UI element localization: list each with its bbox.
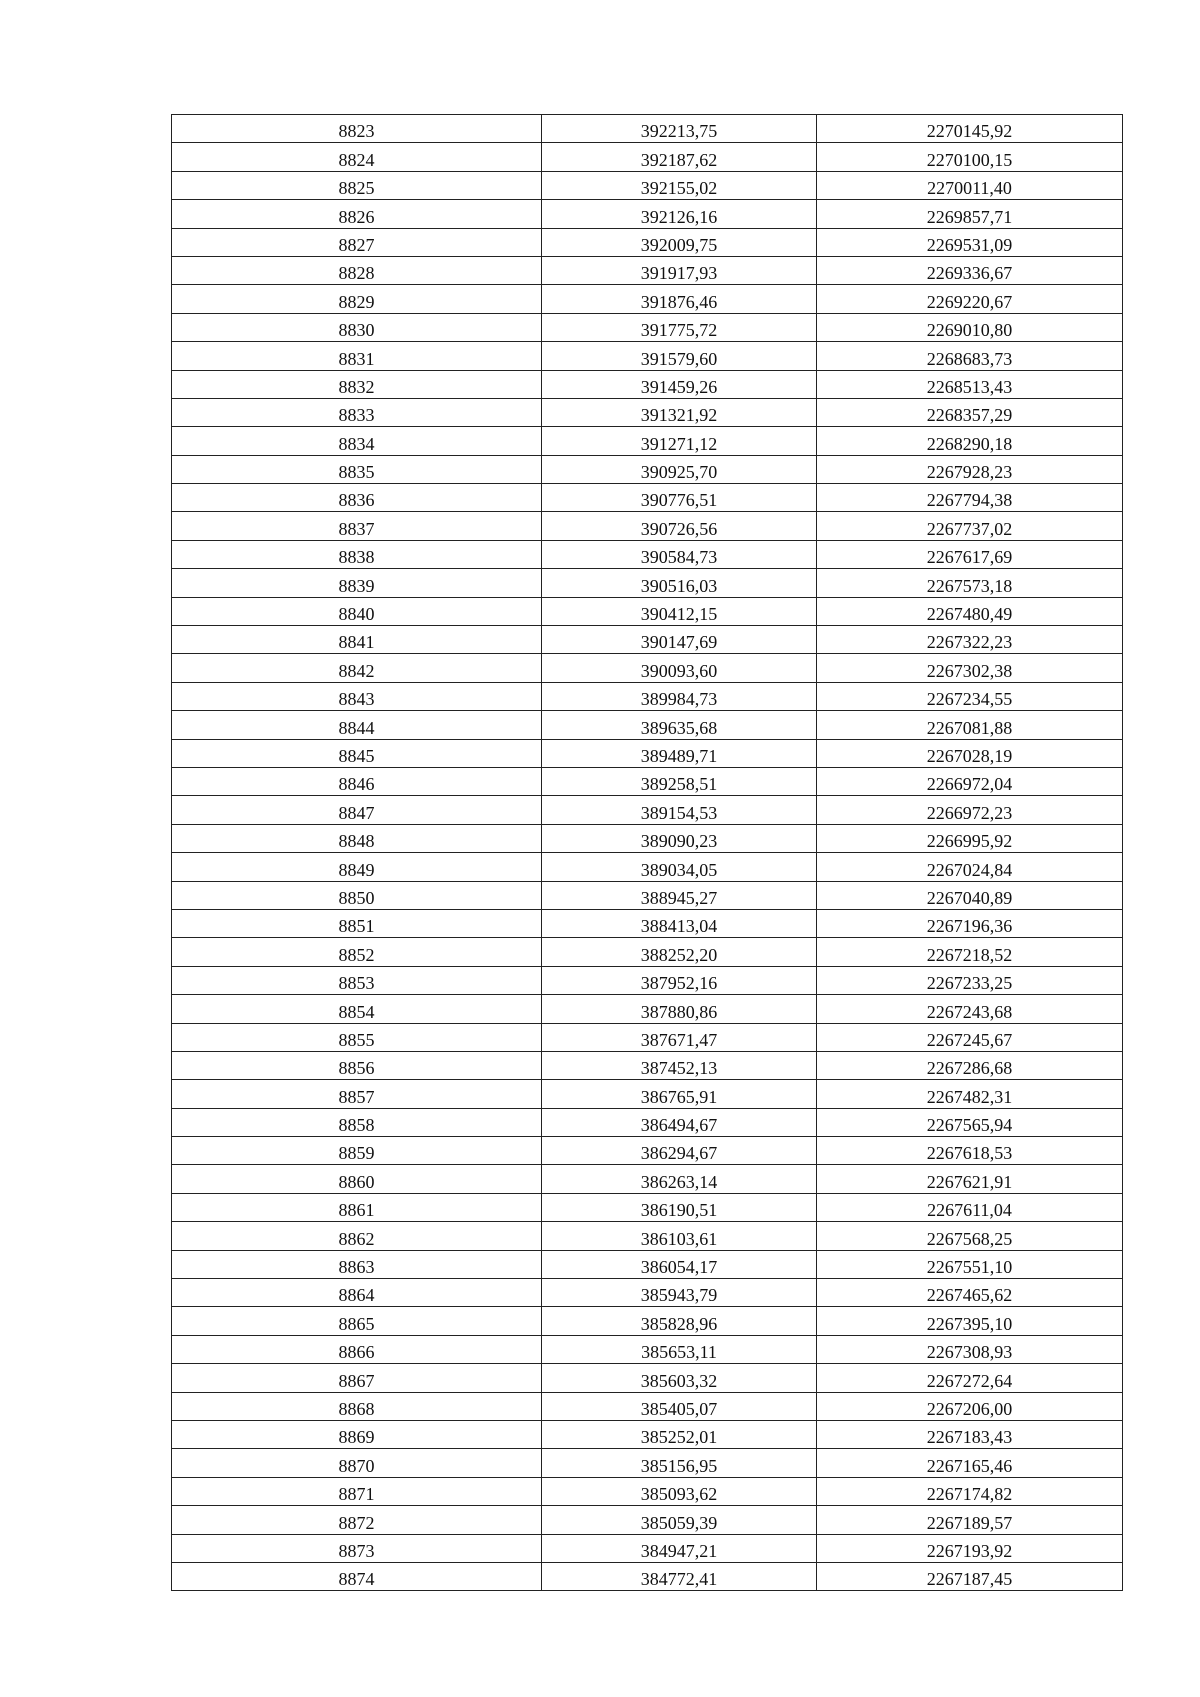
x-coordinate-cell: 391459,26 xyxy=(542,370,817,398)
x-coordinate-cell: 389635,68 xyxy=(542,711,817,739)
x-coordinate-cell: 392155,02 xyxy=(542,171,817,199)
point-number-cell: 8868 xyxy=(172,1392,542,1420)
y-coordinate-cell: 2267617,69 xyxy=(817,540,1123,568)
point-number-cell: 8869 xyxy=(172,1420,542,1448)
point-number-cell: 8835 xyxy=(172,455,542,483)
table-row xyxy=(172,767,1123,795)
point-number-cell: 8823 xyxy=(172,115,542,143)
table-row xyxy=(172,143,1123,171)
point-number-cell: 8826 xyxy=(172,200,542,228)
y-coordinate-cell: 2267737,02 xyxy=(817,512,1123,540)
table-row xyxy=(172,1420,1123,1448)
point-number-cell: 8871 xyxy=(172,1477,542,1505)
y-coordinate-cell: 2268513,43 xyxy=(817,370,1123,398)
point-number-cell: 8834 xyxy=(172,427,542,455)
point-number-cell: 8856 xyxy=(172,1051,542,1079)
x-coordinate-cell: 392213,75 xyxy=(542,115,817,143)
y-coordinate-cell: 2267302,38 xyxy=(817,654,1123,682)
y-coordinate-cell: 2267183,43 xyxy=(817,1420,1123,1448)
y-coordinate-cell: 2267245,67 xyxy=(817,1023,1123,1051)
y-coordinate-cell: 2267024,84 xyxy=(817,853,1123,881)
point-number-cell: 8824 xyxy=(172,143,542,171)
table-row xyxy=(172,313,1123,341)
x-coordinate-cell: 390925,70 xyxy=(542,455,817,483)
x-coordinate-cell: 389090,23 xyxy=(542,824,817,852)
point-number-cell: 8851 xyxy=(172,909,542,937)
x-coordinate-cell: 386263,14 xyxy=(542,1165,817,1193)
table-row xyxy=(172,1080,1123,1108)
table-row xyxy=(172,1449,1123,1477)
y-coordinate-cell: 2267573,18 xyxy=(817,569,1123,597)
x-coordinate-cell: 387452,13 xyxy=(542,1051,817,1079)
table-row xyxy=(172,739,1123,767)
y-coordinate-cell: 2267286,68 xyxy=(817,1051,1123,1079)
x-coordinate-cell: 387671,47 xyxy=(542,1023,817,1051)
point-number-cell: 8853 xyxy=(172,966,542,994)
table-row xyxy=(172,370,1123,398)
point-number-cell: 8844 xyxy=(172,711,542,739)
x-coordinate-cell: 388413,04 xyxy=(542,909,817,937)
table-row xyxy=(172,1477,1123,1505)
x-coordinate-cell: 386054,17 xyxy=(542,1250,817,1278)
table-row xyxy=(172,342,1123,370)
table-row xyxy=(172,256,1123,284)
x-coordinate-cell: 384947,21 xyxy=(542,1534,817,1562)
point-number-cell: 8845 xyxy=(172,739,542,767)
point-number-cell: 8859 xyxy=(172,1137,542,1165)
x-coordinate-cell: 386103,61 xyxy=(542,1222,817,1250)
x-coordinate-cell: 385059,39 xyxy=(542,1506,817,1534)
x-coordinate-cell: 385603,32 xyxy=(542,1364,817,1392)
y-coordinate-cell: 2269857,71 xyxy=(817,200,1123,228)
y-coordinate-cell: 2267618,53 xyxy=(817,1137,1123,1165)
point-number-cell: 8838 xyxy=(172,540,542,568)
x-coordinate-cell: 389984,73 xyxy=(542,682,817,710)
point-number-cell: 8862 xyxy=(172,1222,542,1250)
table-row xyxy=(172,1108,1123,1136)
x-coordinate-cell: 386765,91 xyxy=(542,1080,817,1108)
x-coordinate-cell: 392009,75 xyxy=(542,228,817,256)
coordinates-table xyxy=(171,114,1123,1591)
y-coordinate-cell: 2267196,36 xyxy=(817,909,1123,937)
table-row xyxy=(172,569,1123,597)
y-coordinate-cell: 2266995,92 xyxy=(817,824,1123,852)
point-number-cell: 8852 xyxy=(172,938,542,966)
table-row xyxy=(172,1137,1123,1165)
table-row xyxy=(172,1335,1123,1363)
x-coordinate-cell: 390093,60 xyxy=(542,654,817,682)
table-row xyxy=(172,682,1123,710)
table-row xyxy=(172,654,1123,682)
x-coordinate-cell: 386190,51 xyxy=(542,1193,817,1221)
table-row xyxy=(172,1506,1123,1534)
point-number-cell: 8854 xyxy=(172,995,542,1023)
point-number-cell: 8831 xyxy=(172,342,542,370)
point-number-cell: 8867 xyxy=(172,1364,542,1392)
y-coordinate-cell: 2267794,38 xyxy=(817,484,1123,512)
y-coordinate-cell: 2267565,94 xyxy=(817,1108,1123,1136)
x-coordinate-cell: 390412,15 xyxy=(542,597,817,625)
y-coordinate-cell: 2267187,45 xyxy=(817,1562,1123,1590)
table-row xyxy=(172,115,1123,143)
table-row xyxy=(172,1392,1123,1420)
point-number-cell: 8829 xyxy=(172,285,542,313)
point-number-cell: 8864 xyxy=(172,1279,542,1307)
x-coordinate-cell: 391271,12 xyxy=(542,427,817,455)
table-row xyxy=(172,909,1123,937)
point-number-cell: 8857 xyxy=(172,1080,542,1108)
x-coordinate-cell: 391876,46 xyxy=(542,285,817,313)
point-number-cell: 8843 xyxy=(172,682,542,710)
x-coordinate-cell: 389489,71 xyxy=(542,739,817,767)
x-coordinate-cell: 387952,16 xyxy=(542,966,817,994)
table-row xyxy=(172,228,1123,256)
y-coordinate-cell: 2269010,80 xyxy=(817,313,1123,341)
point-number-cell: 8874 xyxy=(172,1562,542,1590)
y-coordinate-cell: 2267621,91 xyxy=(817,1165,1123,1193)
point-number-cell: 8858 xyxy=(172,1108,542,1136)
x-coordinate-cell: 385405,07 xyxy=(542,1392,817,1420)
y-coordinate-cell: 2269220,67 xyxy=(817,285,1123,313)
y-coordinate-cell: 2266972,23 xyxy=(817,796,1123,824)
table-row xyxy=(172,512,1123,540)
table-row xyxy=(172,285,1123,313)
y-coordinate-cell: 2270145,92 xyxy=(817,115,1123,143)
table-row xyxy=(172,455,1123,483)
x-coordinate-cell: 385156,95 xyxy=(542,1449,817,1477)
x-coordinate-cell: 388945,27 xyxy=(542,881,817,909)
point-number-cell: 8860 xyxy=(172,1165,542,1193)
y-coordinate-cell: 2267233,25 xyxy=(817,966,1123,994)
point-number-cell: 8873 xyxy=(172,1534,542,1562)
y-coordinate-cell: 2267308,93 xyxy=(817,1335,1123,1363)
point-number-cell: 8855 xyxy=(172,1023,542,1051)
y-coordinate-cell: 2267243,68 xyxy=(817,995,1123,1023)
table-row xyxy=(172,171,1123,199)
point-number-cell: 8848 xyxy=(172,824,542,852)
point-number-cell: 8830 xyxy=(172,313,542,341)
point-number-cell: 8837 xyxy=(172,512,542,540)
point-number-cell: 8842 xyxy=(172,654,542,682)
y-coordinate-cell: 2267165,46 xyxy=(817,1449,1123,1477)
table-row xyxy=(172,484,1123,512)
x-coordinate-cell: 385943,79 xyxy=(542,1279,817,1307)
point-number-cell: 8833 xyxy=(172,398,542,426)
point-number-cell: 8841 xyxy=(172,626,542,654)
x-coordinate-cell: 392126,16 xyxy=(542,200,817,228)
y-coordinate-cell: 2267568,25 xyxy=(817,1222,1123,1250)
y-coordinate-cell: 2268683,73 xyxy=(817,342,1123,370)
y-coordinate-cell: 2267028,19 xyxy=(817,739,1123,767)
y-coordinate-cell: 2267193,92 xyxy=(817,1534,1123,1562)
point-number-cell: 8863 xyxy=(172,1250,542,1278)
x-coordinate-cell: 389034,05 xyxy=(542,853,817,881)
table-row xyxy=(172,796,1123,824)
table-row xyxy=(172,626,1123,654)
point-number-cell: 8827 xyxy=(172,228,542,256)
y-coordinate-cell: 2269531,09 xyxy=(817,228,1123,256)
y-coordinate-cell: 2267551,10 xyxy=(817,1250,1123,1278)
x-coordinate-cell: 385252,01 xyxy=(542,1420,817,1448)
table-row xyxy=(172,597,1123,625)
y-coordinate-cell: 2267206,00 xyxy=(817,1392,1123,1420)
point-number-cell: 8846 xyxy=(172,767,542,795)
y-coordinate-cell: 2267040,89 xyxy=(817,881,1123,909)
point-number-cell: 8840 xyxy=(172,597,542,625)
y-coordinate-cell: 2267234,55 xyxy=(817,682,1123,710)
x-coordinate-cell: 387880,86 xyxy=(542,995,817,1023)
y-coordinate-cell: 2267322,23 xyxy=(817,626,1123,654)
point-number-cell: 8872 xyxy=(172,1506,542,1534)
x-coordinate-cell: 390584,73 xyxy=(542,540,817,568)
x-coordinate-cell: 385653,11 xyxy=(542,1335,817,1363)
y-coordinate-cell: 2267480,49 xyxy=(817,597,1123,625)
table-row xyxy=(172,938,1123,966)
point-number-cell: 8866 xyxy=(172,1335,542,1363)
point-number-cell: 8839 xyxy=(172,569,542,597)
point-number-cell: 8861 xyxy=(172,1193,542,1221)
x-coordinate-cell: 392187,62 xyxy=(542,143,817,171)
y-coordinate-cell: 2270011,40 xyxy=(817,171,1123,199)
table-row xyxy=(172,1165,1123,1193)
point-number-cell: 8825 xyxy=(172,171,542,199)
table-row xyxy=(172,881,1123,909)
point-number-cell: 8836 xyxy=(172,484,542,512)
x-coordinate-cell: 385093,62 xyxy=(542,1477,817,1505)
table-row xyxy=(172,1250,1123,1278)
y-coordinate-cell: 2266972,04 xyxy=(817,767,1123,795)
point-number-cell: 8828 xyxy=(172,256,542,284)
table-row xyxy=(172,540,1123,568)
x-coordinate-cell: 391775,72 xyxy=(542,313,817,341)
x-coordinate-cell: 391321,92 xyxy=(542,398,817,426)
point-number-cell: 8870 xyxy=(172,1449,542,1477)
x-coordinate-cell: 384772,41 xyxy=(542,1562,817,1590)
x-coordinate-cell: 390776,51 xyxy=(542,484,817,512)
x-coordinate-cell: 390726,56 xyxy=(542,512,817,540)
table-row xyxy=(172,200,1123,228)
y-coordinate-cell: 2269336,67 xyxy=(817,256,1123,284)
table-row xyxy=(172,1023,1123,1051)
table-row xyxy=(172,1562,1123,1590)
table-row xyxy=(172,427,1123,455)
y-coordinate-cell: 2267611,04 xyxy=(817,1193,1123,1221)
y-coordinate-cell: 2267189,57 xyxy=(817,1506,1123,1534)
x-coordinate-cell: 389258,51 xyxy=(542,767,817,795)
y-coordinate-cell: 2267218,52 xyxy=(817,938,1123,966)
table-row xyxy=(172,711,1123,739)
x-coordinate-cell: 390516,03 xyxy=(542,569,817,597)
table-row xyxy=(172,1534,1123,1562)
y-coordinate-cell: 2267395,10 xyxy=(817,1307,1123,1335)
x-coordinate-cell: 388252,20 xyxy=(542,938,817,966)
table-row xyxy=(172,853,1123,881)
y-coordinate-cell: 2267081,88 xyxy=(817,711,1123,739)
coordinates-table-body xyxy=(172,115,1123,1591)
table-row xyxy=(172,1222,1123,1250)
table-row xyxy=(172,398,1123,426)
table-row xyxy=(172,995,1123,1023)
y-coordinate-cell: 2267465,62 xyxy=(817,1279,1123,1307)
table-row xyxy=(172,1364,1123,1392)
table-row xyxy=(172,1279,1123,1307)
x-coordinate-cell: 390147,69 xyxy=(542,626,817,654)
x-coordinate-cell: 386494,67 xyxy=(542,1108,817,1136)
table-row xyxy=(172,1307,1123,1335)
x-coordinate-cell: 391917,93 xyxy=(542,256,817,284)
table-row xyxy=(172,1193,1123,1221)
point-number-cell: 8850 xyxy=(172,881,542,909)
table-row xyxy=(172,824,1123,852)
point-number-cell: 8832 xyxy=(172,370,542,398)
y-coordinate-cell: 2267928,23 xyxy=(817,455,1123,483)
y-coordinate-cell: 2268357,29 xyxy=(817,398,1123,426)
table-row xyxy=(172,1051,1123,1079)
y-coordinate-cell: 2267482,31 xyxy=(817,1080,1123,1108)
table-row xyxy=(172,966,1123,994)
point-number-cell: 8849 xyxy=(172,853,542,881)
x-coordinate-cell: 391579,60 xyxy=(542,342,817,370)
y-coordinate-cell: 2268290,18 xyxy=(817,427,1123,455)
y-coordinate-cell: 2270100,15 xyxy=(817,143,1123,171)
x-coordinate-cell: 386294,67 xyxy=(542,1137,817,1165)
point-number-cell: 8847 xyxy=(172,796,542,824)
x-coordinate-cell: 389154,53 xyxy=(542,796,817,824)
y-coordinate-cell: 2267174,82 xyxy=(817,1477,1123,1505)
x-coordinate-cell: 385828,96 xyxy=(542,1307,817,1335)
point-number-cell: 8865 xyxy=(172,1307,542,1335)
y-coordinate-cell: 2267272,64 xyxy=(817,1364,1123,1392)
